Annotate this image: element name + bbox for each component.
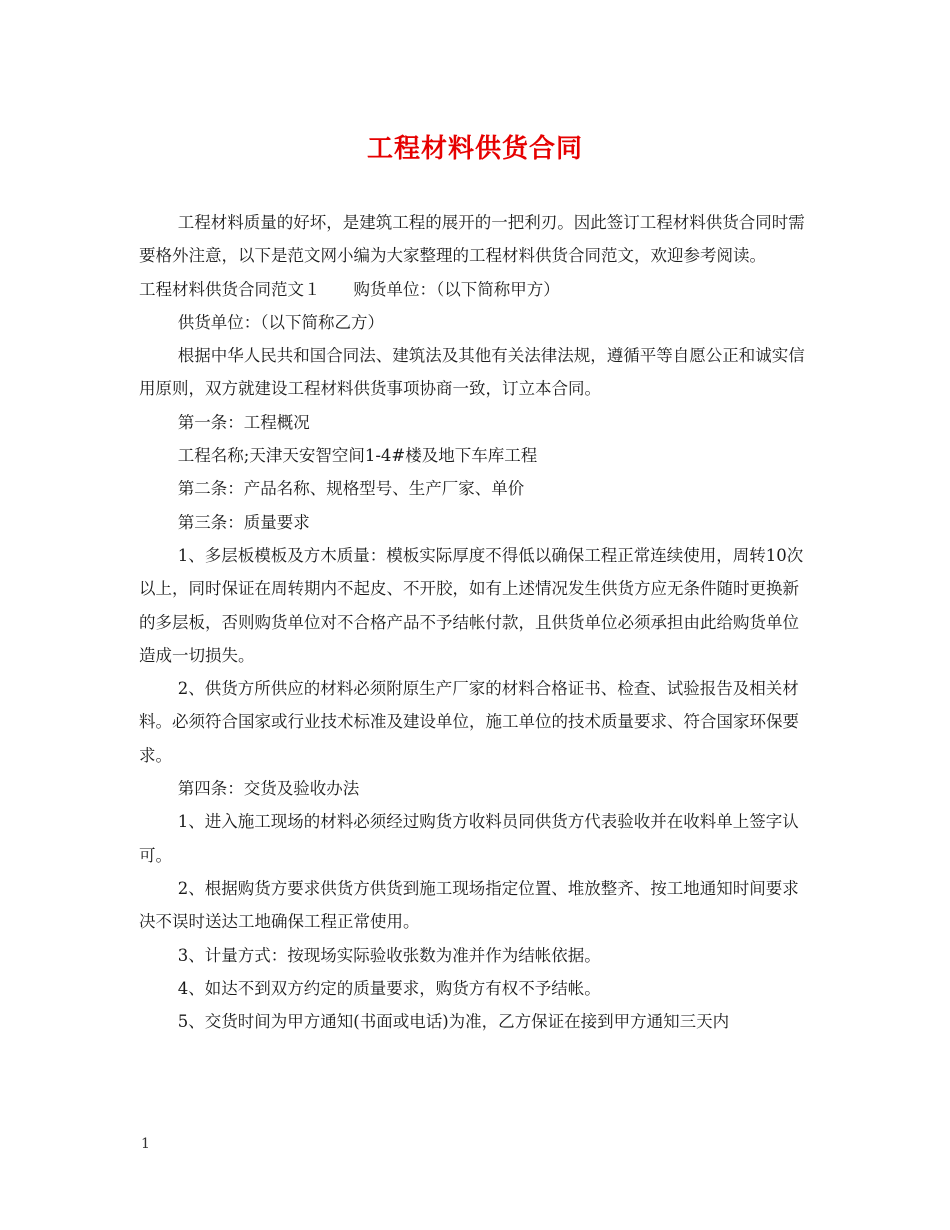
document-title: 工程材料供货合同: [366, 134, 583, 164]
paragraph-delivery-2: 2、根据购货方要求供货方供货到施工现场指定位置、堆放整齐、按工地通知时间要求决不误时送达工地确保工程正常使用。: [139, 878, 799, 932]
paragraph-supplier: 供货单位：（以下简称乙方）: [177, 312, 385, 332]
paragraph-article-3: 第三条：质量要求: [177, 512, 310, 532]
paragraph-intro: 工程材料质量的好坏，是建筑工程的展开的一把利刃。因此签订工程材料供货合同时需要格外注意，以下是范文网小编为大家整理的工程材料供货合同范文，欢迎参考阅读。: [139, 213, 805, 266]
paragraph-article-4: 第四条：交货及验收办法: [177, 779, 360, 799]
paragraph-legal-basis: 根据中华人民共和国合同法、建筑法及其他有关法律法规，遵循平等自愿公正和诚实信用原则，双方就建设工程材料供货事项协商一致，订立本合同。: [139, 346, 805, 399]
paragraph-delivery-3: 3、计量方式：按现场实际验收张数为准并作为结帐依据。: [177, 945, 601, 965]
document-body: [139, 206, 815, 1038]
paragraph-project-name: 工程名称;天津天安智空间1-4#楼及地下车库工程: [177, 446, 538, 466]
paragraph-quality-2: 2、供货方所供应的材料必须附原生产厂家的材料合格证书、检查、试验报告及相关材料。必须符合国家或行业技术标准及建设单位，施工单位的技术质量要求、符合国家环保要求。: [139, 679, 799, 765]
page-number: 1: [141, 1136, 150, 1152]
paragraph-delivery-5: 5、交货时间为甲方通知(书面或电话)为准，乙方保证在接到甲方通知三天内: [177, 1012, 730, 1032]
paragraph-article-2: 第二条：产品名称、规格型号、生产厂家、单价: [177, 479, 525, 499]
paragraph-article-1: 第一条：工程概况: [177, 412, 310, 432]
paragraph-contract-heading: 工程材料供货合同范文１ 购货单位：（以下简称甲方）: [139, 279, 560, 299]
paragraph-quality-1: 1、多层板模板及方木质量：模板实际厚度不得低以确保工程正常连续使用，周转10次以上，同时保证在周转期内不起皮、不开胶，如有上述情况发生供货方应无条件随时更换新的多层板，否则购货单位对不合格产品不予结帐付款，且供货单位必须承担由此给购货单位造成一切损失。: [139, 545, 804, 665]
paragraph-delivery-4: 4、如达不到双方约定的质量要求，购货方有权不予结帐。: [177, 978, 601, 998]
paragraph-delivery-1: 1、进入施工现场的材料必须经过购货方收料员同供货方代表验收并在收料单上签字认可。: [139, 812, 799, 865]
